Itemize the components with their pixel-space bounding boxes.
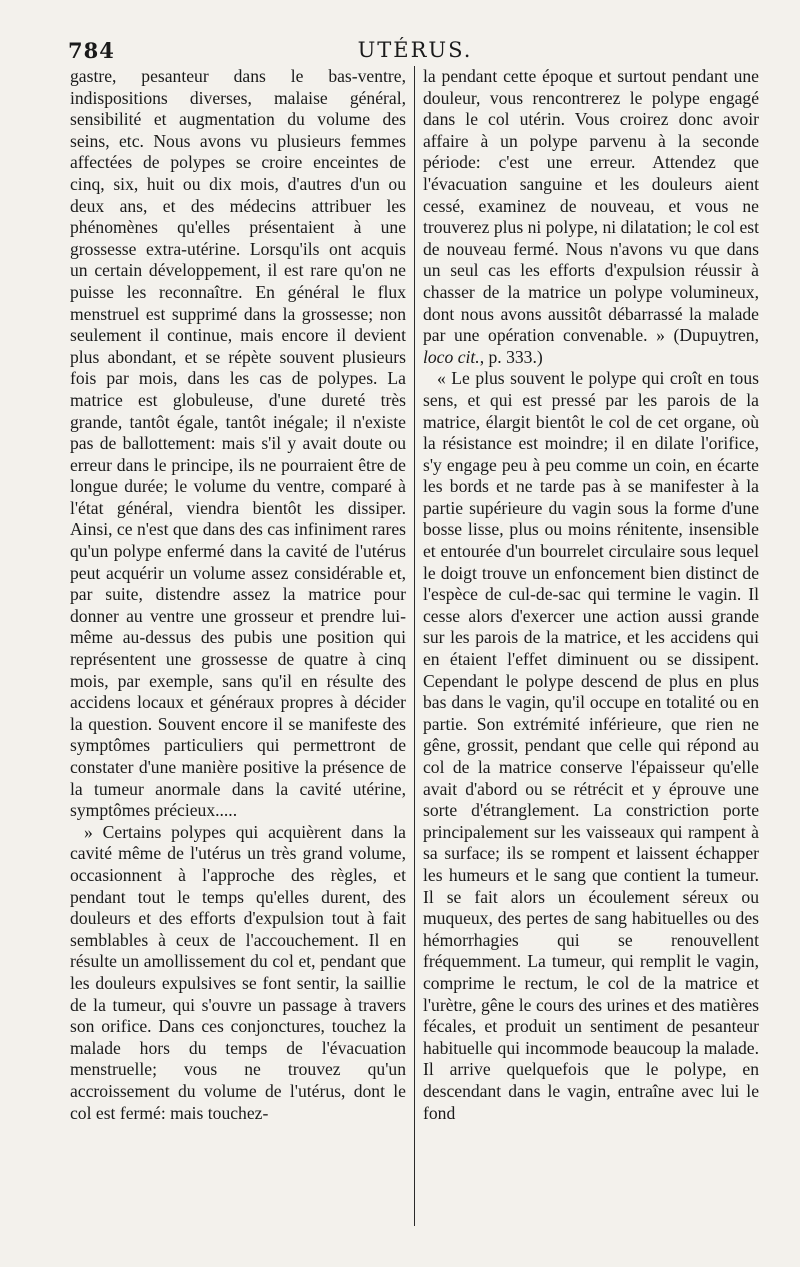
paragraph xyxy=(423,66,759,368)
paragraph-text: la pendant cette époque et surtout pendant une douleur, vous rencontrerez le polype engagé dans le col utérin. Vous croirez donc avoir affaire à un polype parvenu à la seconde période: c'est une erreur. Attendez que l'évacuation sanguine et les douleurs aient cessé, examinez de nouveau, et vous ne trouverez plus ni polype, ni dilatation; le col est de nouveau fermé. Nous n'avons vu que dans un seul cas les efforts d'expulsion réussir à chasser de la matrice un polype volumineux, dont nous avons aussitôt débarrassé la malade par une opération convenable. » (Dupuytren, xyxy=(423,66,759,346)
page-number: 784 xyxy=(68,38,115,63)
paragraph: gastre, pesanteur dans le bas-ventre, indispositions diverses, malaise général, sensibilité et augmentation du volume des seins, etc. Nous avons vu plusieurs femmes affectées de polypes se croire enceintes de cinq, six, huit ou dix mois, d'autres d'un ou deux ans, et des médecins attribuer les phénomènes qu'elles présentaient à une grossesse extra-utérine. Lorsqu'ils ont acquis un certain développement, il est rare qu'on ne puisse les reconnaître. En général le flux menstruel est supprimé dans la grossesse; non seulement il continue, mais encore il devient plus abondant, et se répète souvent plusieurs fois par mois, dans les cas de polypes. La matrice est globuleuse, d'une dureté très grande, tantôt égale, tantôt inégale; il n'existe pas de ballottement: mais s'il y avait doute ou erreur dans le principe, ils ne pourraient être de longue durée; le volume du ventre, comparé à l'état général, viendra bientôt les dissiper. Ainsi, ce n'est que dans des cas infiniment rares qu'un polype enfermé dans la cavité de l'utérus peut acquérir un volume assez considérable et, par suite, distendre assez la matrice pour donner au ventre une grosseur et prendre lui-même au-dessus des pubis une position qui représentent une grossesse de quatre à cinq mois, par exemple, sans qu'il en résulte des accidens locaux et généraux propres à décider la question. Souvent encore il se manifeste des symptômes particuliers qui permettront de constater d'une manière positive la présence de la tumeur anormale dans la cavité utérine, symptômes précieux..... xyxy=(70,66,406,821)
column-divider xyxy=(414,66,415,1226)
left-column xyxy=(70,66,406,1124)
page-header xyxy=(68,38,762,68)
right-column xyxy=(423,66,759,1124)
citation-tail: , p. 333.) xyxy=(479,346,543,367)
citation-italic: loco cit. xyxy=(423,346,480,367)
running-title: UTÉRUS. xyxy=(357,38,473,62)
paragraph: « Le plus souvent le polype qui croît en tous sens, et qui est pressé par les parois de la matrice, élargit bientôt le col de cet organe, où la résistance est moindre; il en dilate l'orifice, s'y engage peu à peu comme un coin, en écarte les bords et ne tarde pas à se manifester à la partie supérieure du vagin sous la forme d'une bosse lisse, plus ou moins rénitente, insensible et entourée d'un bourrelet circulaire sous lequel le doigt trouve un enfoncement bien distinct de l'espèce de cul-de-sac qui termine le vagin. Il cesse alors d'exercer une action aussi grande sur les parois de la matrice, et les accidens qui en étaient l'effet diminuent ou se dissipent. Cependant le polype descend de plus en plus bas dans le vagin, qu'il occupe en totalité ou en partie. Son extrémité inférieure, que rien ne gêne, grossit, pendant que celle qui répond au col de la matrice conserve l'épaisseur qu'elle avait d'abord ou se rétrécit et y éprouve une sorte d'étranglement. La constriction porte principalement sur les vaisseaux qui rampent à sa surface; ils se rompent et laissent échapper les humeurs et le sang que contient la tumeur. Il se fait alors un écoulement séreux ou muqueux, des pertes de sang habituelles ou des hémorrhagies qui se renouvellent fréquemment. La tumeur, qui remplit le vagin, comprime le rectum, le col de la matrice et l'urètre, gêne le cours des urines et des matières fécales, et produit un sentiment de pesanteur habituelle qui incommode beaucoup la malade. Il arrive quelquefois que le polype, en descendant dans le vagin, entraîne avec lui le fond xyxy=(423,368,759,1123)
paragraph: » Certains polypes qui acquièrent dans la cavité même de l'utérus un très grand volume, occasionnent à l'approche des règles, et pendant tout le temps qu'elles durent, des douleurs et des efforts d'expulsion tout à fait semblables à ceux de l'accouchement. Il en résulte un amollissement du col et, pendant que les douleurs expulsives se font sentir, la saillie de la tumeur, qui s'ouvre un passage à travers son orifice. Dans ces conjonctures, touchez la malade hors du temps de l'évacuation menstruelle; vous ne trouvez qu'un accroissement du volume de l'utérus, dont le col est fermé: mais touchez- xyxy=(70,821,406,1123)
